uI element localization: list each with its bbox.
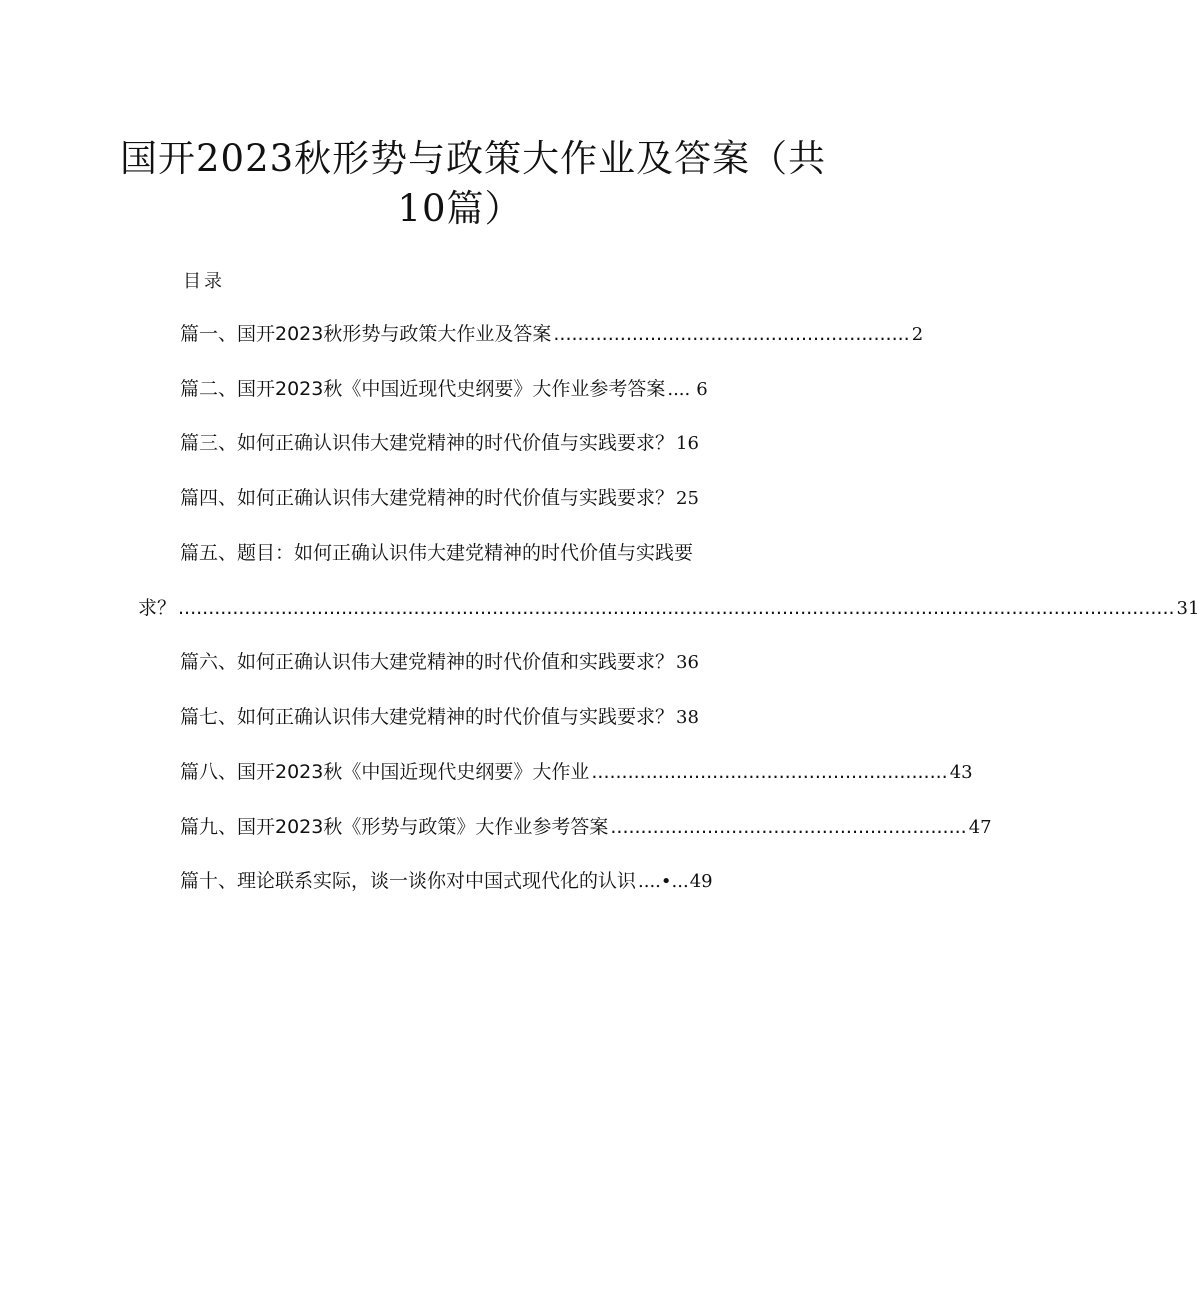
toc-heading: 目录 [183,271,225,292]
toc-entry[interactable] [180,650,699,675]
toc-page-number: 49 [689,871,713,892]
toc-entry-text: 篇七、如何正确认识伟大建党精神的时代价值与实践要求？ [180,706,675,728]
toc-page-number: 6 [696,379,708,400]
toc-leader: .... [667,379,691,400]
toc-leader: ..................................................................................................................................................................... [178,597,1175,619]
toc-page-number: 16 [676,433,699,454]
toc-entry-text: 篇九、国开2023秋《形势与政策》大作业参考答案 [180,816,609,838]
toc-entry-text: 篇六、如何正确认识伟大建党精神的时代价值和实践要求？ [180,651,675,673]
toc-entry[interactable] [180,431,699,456]
toc-entry[interactable] [180,322,924,347]
toc-page-number: 31 [1176,598,1199,619]
toc-entry[interactable] [180,705,699,730]
toc-page-number: 38 [676,707,699,728]
toc-entry-text: 篇十、理论联系实际，谈一谈你对中国式现代化的认识 [180,870,637,892]
toc-page-number: 2 [911,324,924,345]
toc-entry[interactable] [180,869,713,894]
toc-leader: ....•... [638,871,689,892]
toc-leader: ........................................................... [591,761,948,783]
toc-entry-text: 篇五、题目：如何正确认识伟大建党精神的时代价值与实践要 [180,542,694,564]
toc-entry-text: 篇四、如何正确认识伟大建党精神的时代价值与实践要求？ [180,487,675,509]
title-line-2: 10篇） [397,187,523,230]
toc-entry-text: 篇二、国开2023秋《中国近现代史纲要》大作业参考答案 [180,378,666,400]
toc-entry[interactable] [180,377,708,402]
toc-entry-continuation[interactable] [138,596,1199,621]
toc-entry-text: 篇一、国开2023秋形势与政策大作业及答案 [180,323,552,345]
toc-entry-text: 篇八、国开2023秋《中国近现代史纲要》大作业 [180,761,590,783]
toc-page-number: 43 [949,762,973,783]
toc-page-number: 47 [968,817,992,838]
toc-entry-text: 篇三、如何正确认识伟大建党精神的时代价值与实践要求？ [180,432,675,454]
toc-entry[interactable] [180,815,992,840]
toc-entry[interactable] [180,486,699,511]
title-line-1: 国开2023秋形势与政策大作业及答案（共 [120,137,827,180]
toc-page-number: 25 [676,488,699,509]
toc-page-number: 36 [676,652,699,673]
toc-entry[interactable] [180,541,693,565]
toc-entry[interactable] [180,760,973,785]
toc-leader: ........................................................... [610,816,967,838]
toc-entry-text: 求？ [138,597,177,619]
toc-leader: ........................................................... [553,323,910,345]
